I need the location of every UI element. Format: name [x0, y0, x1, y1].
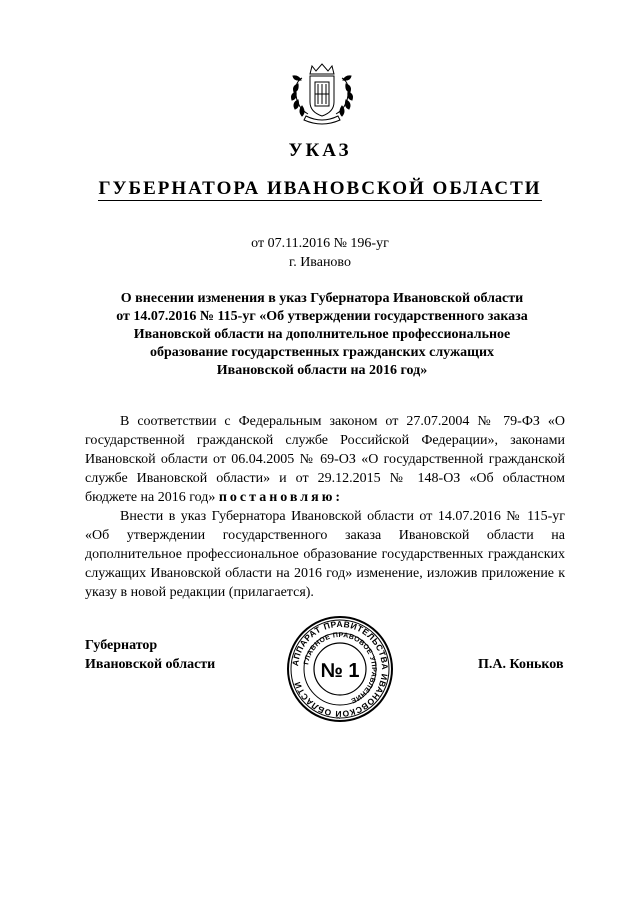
operative-paragraph: Внести в указ Губернатора Ивановской области от 14.07.2016 № 115-уг «Об утверждении государственного заказа Ивановской области на дополнительное профессиональное образование государственных гражданских служащих Ивановской области на 2016 год» изменение, изложив приложение к указу в новой редакции (прилагается).: [85, 509, 565, 600]
resolution-keyword: постановляю:: [218, 490, 344, 505]
decree-heading: [96, 290, 548, 380]
document-type-title: УКАЗ: [288, 140, 352, 161]
signatory-name: П.А. Коньков: [478, 657, 564, 672]
decree-date-number: от 07.11.2016 № 196-уг: [251, 236, 389, 251]
issuer-title: [0, 178, 640, 200]
stamp-inner-text: ГЛАВНОЕ ПРАВОВОЕ УПРАВЛЕНИЕ: [303, 631, 378, 705]
decree-body: [85, 412, 565, 602]
position-line: Ивановской области: [85, 657, 216, 672]
decree-city: г. Иваново: [289, 255, 351, 270]
heading-line: от 14.07.2016 № 115-уг «Об утверждении государственного заказа: [116, 309, 528, 324]
position-line: Губернатор: [85, 638, 158, 653]
heading-line: образование государственных гражданских служащих: [149, 345, 495, 360]
official-stamp: [286, 615, 394, 723]
preamble-text: В соответствии с Федеральным законом от 27.07.2004 № 79-ФЗ «О государственной гражданской службе Российской Федерации», законами Ивановской области от 06.04.2005 № 69-ОЗ «О государственной гражданской службе Ивановской области» и от 29.12.2015 № 148-ОЗ «Об областном бюджете на 2016 год»: [85, 414, 565, 505]
heading-line: Ивановской области на 2016 год»: [216, 363, 428, 378]
heading-line: Ивановской области на дополнительное профессиональное: [133, 327, 511, 342]
heading-line: О внесении изменения в указ Губернатора Ивановской области: [120, 291, 524, 306]
coat-of-arms-icon: [282, 62, 362, 126]
preamble-paragraph: [85, 412, 565, 507]
stamp-number: № 1: [320, 660, 360, 682]
signatory-position: [85, 636, 215, 674]
stamp-ring-text: АППАРАТ ПРАВИТЕЛЬСТВА ИВАНОВСКОЙ ОБЛАСТИ: [290, 618, 391, 720]
issuer-title-text: ГУБЕРНАТОРА ИВАНОВСКОЙ ОБЛАСТИ: [98, 178, 542, 199]
